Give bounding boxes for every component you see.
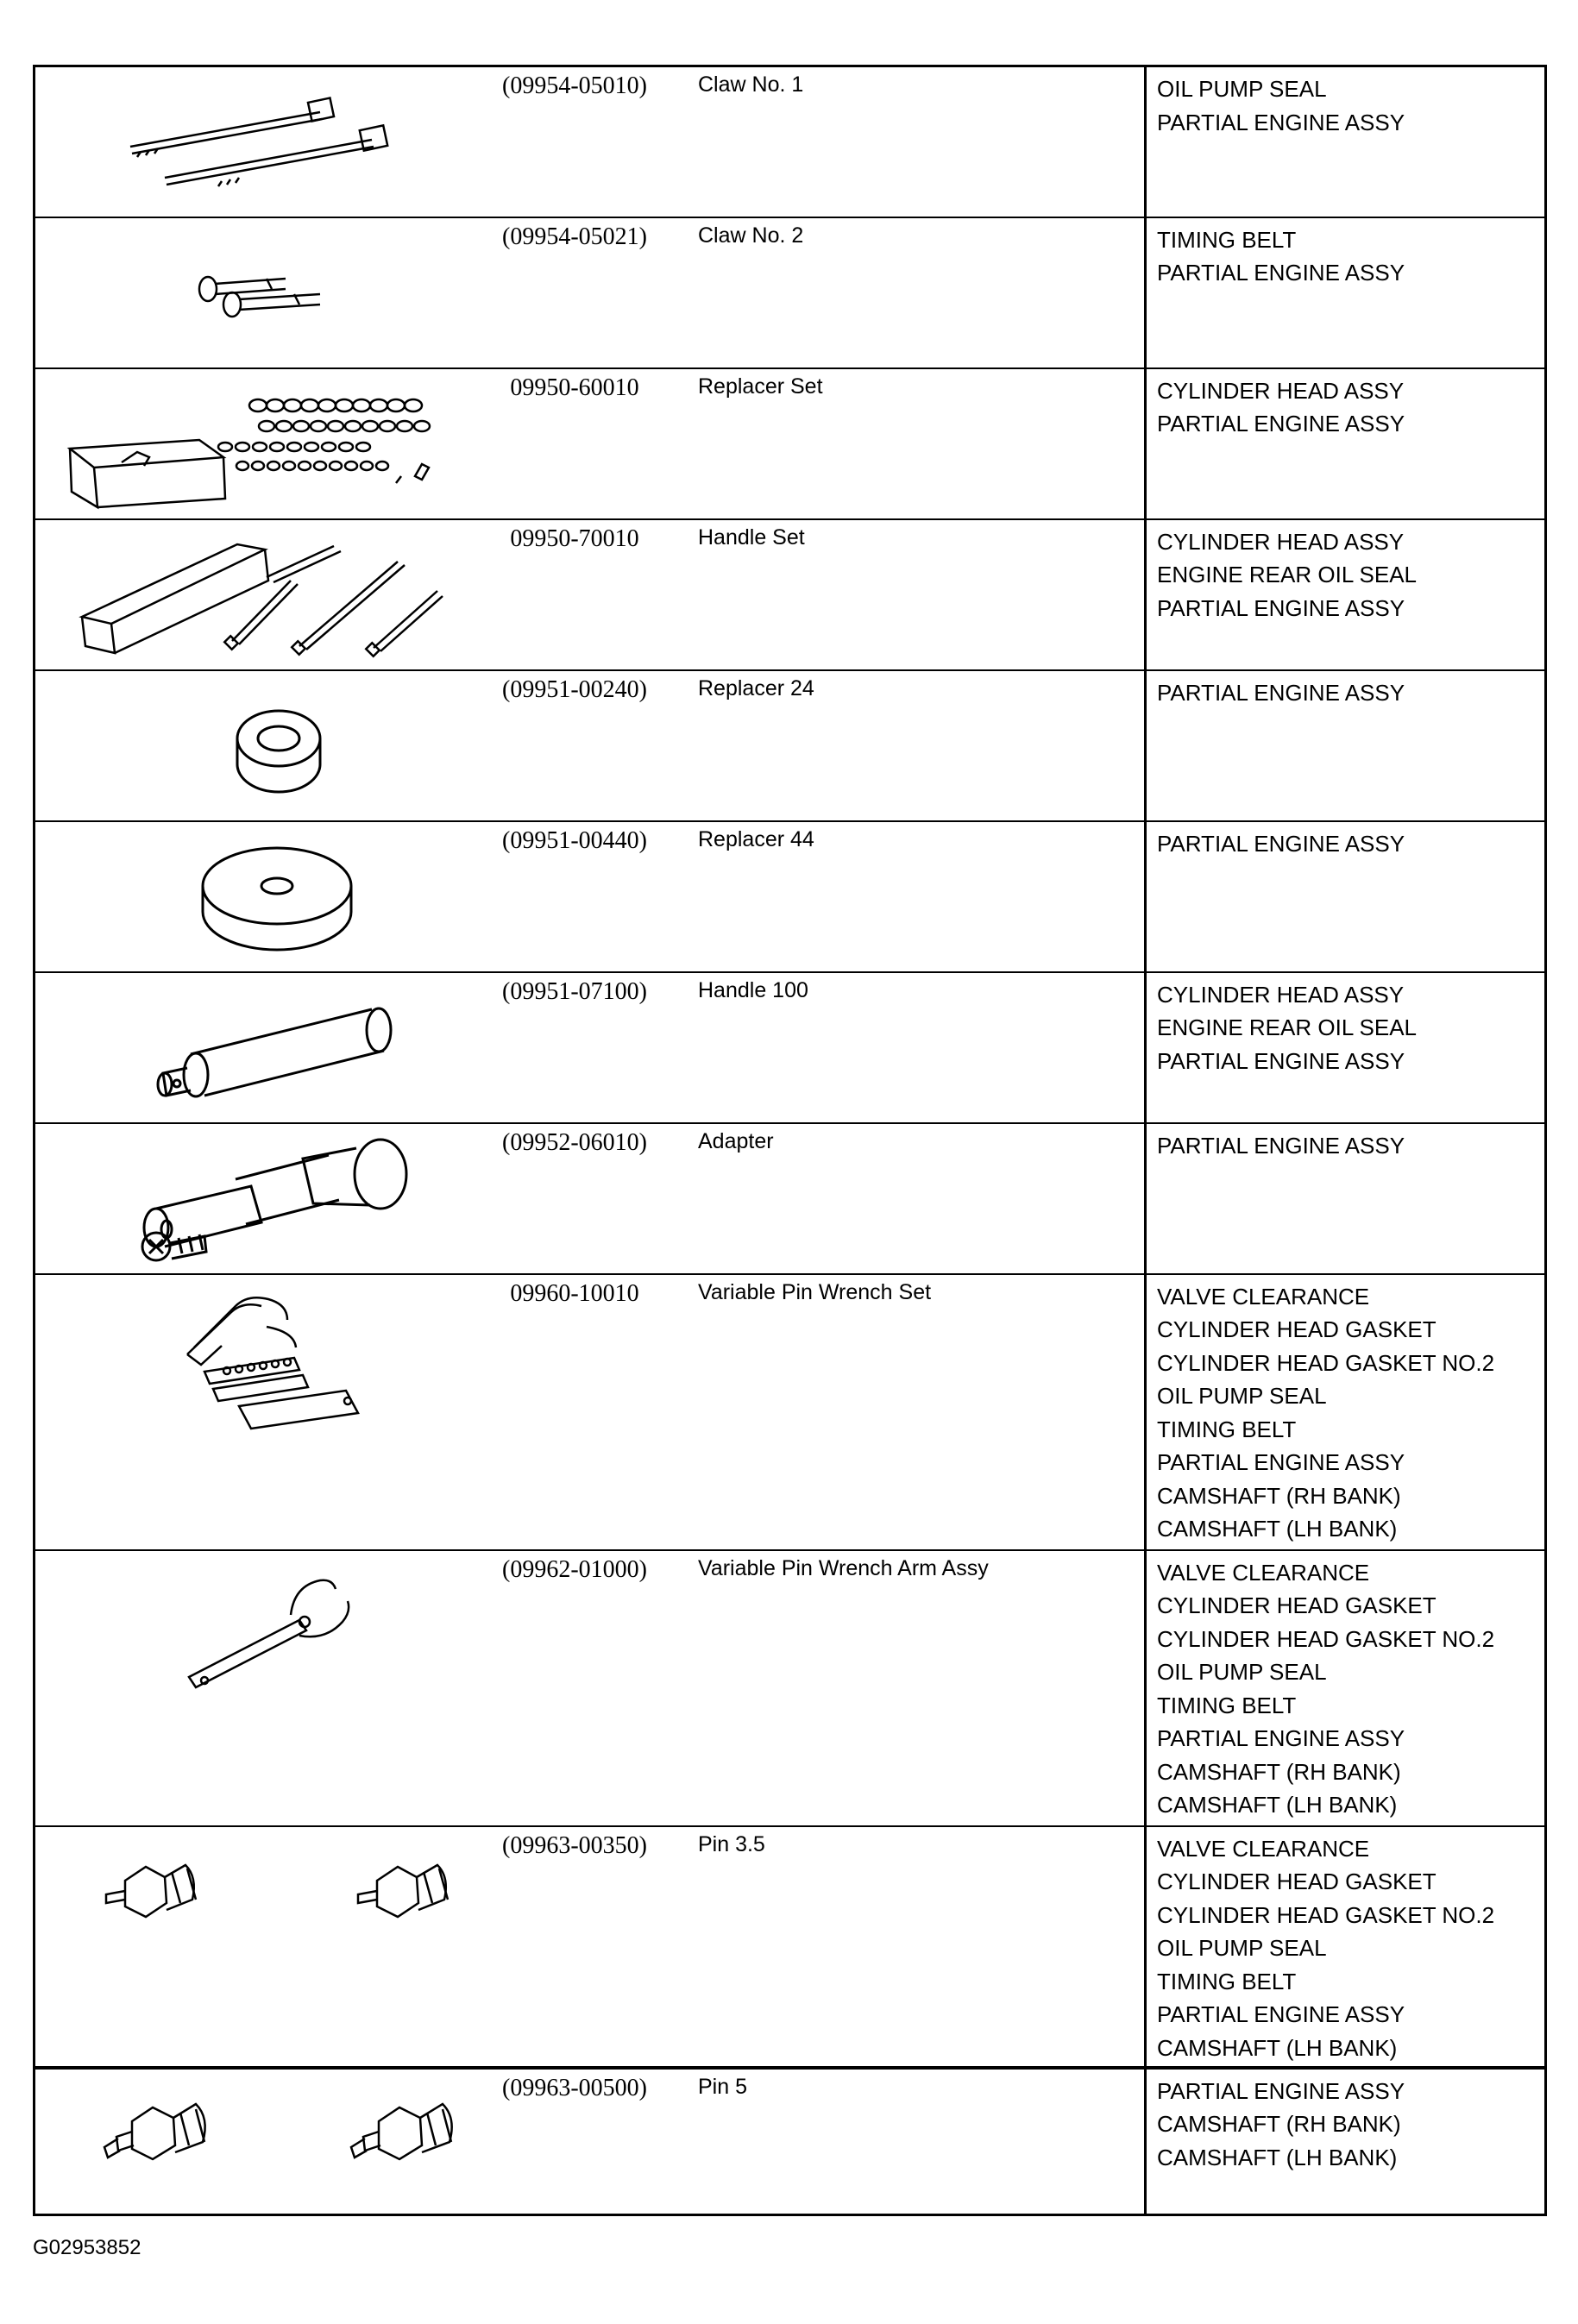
tool-cell (35, 1274, 1144, 1550)
use-item: CAMSHAFT (LH BANK) (1157, 2144, 1398, 2170)
uses-cell (1146, 1826, 1546, 2068)
part-number: 09950-70010 (510, 524, 639, 552)
use-item: PARTIAL ENGINE ASSY (1157, 1725, 1405, 1751)
special-service-tools-table (33, 65, 1547, 2216)
tool-name: Pin 5 (698, 2074, 747, 2099)
table-row (35, 1123, 1546, 1274)
variable-pin-wrench-arm-assy-illustration (35, 1551, 450, 1724)
claw-no-1-illustration (35, 67, 450, 216)
replacer-44-illustration (35, 822, 450, 970)
tool-name: Pin 3.5 (698, 1831, 765, 1856)
use-item: CAMSHAFT (RH BANK) (1157, 1482, 1401, 1509)
part-number: 09960-10010 (510, 1279, 639, 1307)
uses-cell (1146, 2068, 1546, 2215)
tool-name: Claw No. 2 (698, 223, 804, 248)
use-item: CYLINDER HEAD ASSY (1157, 377, 1405, 404)
variable-pin-wrench-set-illustration (35, 1275, 450, 1448)
use-item: CYLINDER HEAD GASKET NO.2 (1157, 1901, 1495, 1928)
uses-cell (1146, 821, 1546, 972)
table-row (35, 2068, 1546, 2215)
part-number: (09952-06010) (502, 1128, 647, 1156)
tool-name: Handle 100 (698, 977, 808, 1002)
use-item: CYLINDER HEAD ASSY (1157, 528, 1405, 555)
tool-name: Handle Set (698, 524, 805, 550)
table-row (35, 972, 1546, 1123)
tool-name: Variable Pin Wrench Arm Assy (698, 1555, 989, 1580)
part-number: (09951-00440) (502, 826, 647, 854)
part-number: (09954-05010) (502, 72, 647, 99)
part-number: (09962-01000) (502, 1555, 647, 1583)
use-item: CYLINDER HEAD ASSY (1157, 981, 1405, 1008)
use-item: ENGINE REAR OIL SEAL (1157, 562, 1418, 587)
use-item: CYLINDER HEAD GASKET (1157, 1316, 1437, 1342)
tool-name: Adapter (698, 1128, 774, 1153)
table-row (35, 66, 1546, 217)
use-item: CAMSHAFT (RH BANK) (1157, 2111, 1401, 2137)
part-number: 09950-60010 (510, 374, 639, 401)
use-item: PARTIAL ENGINE ASSY (1157, 2001, 1405, 2027)
table-row (35, 1550, 1546, 1826)
table-row (35, 1826, 1546, 2068)
part-number: (09951-07100) (502, 977, 647, 1005)
use-item: CYLINDER HEAD GASKET NO.2 (1157, 1349, 1495, 1376)
use-item: ENGINE REAR OIL SEAL (1157, 1014, 1418, 1040)
use-item: PARTIAL ENGINE ASSY (1157, 830, 1405, 857)
use-item: PARTIAL ENGINE ASSY (1157, 260, 1405, 286)
claw-no-2-illustration (35, 218, 450, 367)
use-item: CAMSHAFT (LH BANK) (1157, 1516, 1398, 1542)
part-number: (09963-00500) (502, 2074, 647, 2101)
handle-set-illustration (35, 520, 467, 669)
uses-cell (1146, 972, 1546, 1123)
table-row (35, 519, 1546, 670)
tool-name: Replacer 44 (698, 826, 814, 851)
tool-cell (35, 1123, 1144, 1274)
use-item: PARTIAL ENGINE ASSY (1157, 2077, 1405, 2104)
table-row (35, 217, 1546, 368)
uses-cell (1146, 1550, 1546, 1826)
use-item: OIL PUMP SEAL (1157, 76, 1327, 102)
pin-5-illustration (35, 2070, 484, 2208)
use-item: PARTIAL ENGINE ASSY (1157, 411, 1405, 437)
table-row (35, 821, 1546, 972)
uses-cell (1146, 368, 1546, 519)
use-item: CYLINDER HEAD GASKET (1157, 1592, 1437, 1618)
tool-name: Replacer Set (698, 374, 823, 399)
use-item: PARTIAL ENGINE ASSY (1157, 1449, 1405, 1475)
use-item: OIL PUMP SEAL (1157, 1383, 1327, 1409)
part-number: (09951-00240) (502, 675, 647, 703)
use-item: PARTIAL ENGINE ASSY (1157, 594, 1405, 621)
use-item: VALVE CLEARANCE (1157, 1559, 1370, 1586)
use-item: PARTIAL ENGINE ASSY (1157, 109, 1405, 135)
handle-100-illustration (35, 973, 450, 1121)
figure-id-caption: G02953852 (33, 2236, 141, 2259)
tool-cell (35, 1826, 1144, 2068)
tool-cell (35, 217, 1144, 368)
tool-name: Variable Pin Wrench Set (698, 1279, 932, 1304)
adapter-illustration (35, 1124, 450, 1272)
tool-cell (35, 519, 1144, 670)
use-item: VALVE CLEARANCE (1157, 1283, 1370, 1310)
pin-3-5-illustration (35, 1827, 484, 1965)
uses-cell (1146, 670, 1546, 821)
part-number: (09963-00350) (502, 1831, 647, 1859)
use-item: CAMSHAFT (LH BANK) (1157, 1792, 1398, 1818)
table-row (35, 368, 1546, 519)
tool-cell (35, 670, 1144, 821)
tool-name: Claw No. 1 (698, 72, 804, 97)
use-item: CAMSHAFT (RH BANK) (1157, 1758, 1401, 1785)
use-item: PARTIAL ENGINE ASSY (1157, 1047, 1405, 1074)
use-item: CYLINDER HEAD GASKET NO.2 (1157, 1625, 1495, 1652)
part-number: (09954-05021) (502, 223, 647, 250)
use-item: TIMING BELT (1157, 1416, 1297, 1442)
tool-name: Replacer 24 (698, 675, 814, 700)
use-item: PARTIAL ENGINE ASSY (1157, 1132, 1405, 1159)
tool-cell (35, 1550, 1144, 1826)
replacer-24-illustration (35, 671, 450, 820)
use-item: CYLINDER HEAD GASKET (1157, 1869, 1437, 1894)
tool-cell (35, 821, 1144, 972)
tool-cell (35, 368, 1144, 519)
table-row (35, 1274, 1546, 1550)
use-item: CAMSHAFT (LH BANK) (1157, 2034, 1398, 2061)
use-item: PARTIAL ENGINE ASSY (1157, 679, 1405, 706)
use-item: OIL PUMP SEAL (1157, 1935, 1327, 1961)
use-item: TIMING BELT (1157, 1968, 1297, 1994)
use-item: TIMING BELT (1157, 226, 1297, 253)
tool-cell (35, 66, 1144, 217)
tool-cell (35, 972, 1144, 1123)
table-row (35, 670, 1546, 821)
use-item: TIMING BELT (1157, 1692, 1297, 1718)
uses-cell (1146, 519, 1546, 670)
use-item: VALVE CLEARANCE (1157, 1835, 1370, 1862)
uses-cell (1146, 1274, 1546, 1550)
uses-cell (1146, 217, 1546, 368)
uses-cell (1146, 66, 1546, 217)
use-item: OIL PUMP SEAL (1157, 1659, 1327, 1685)
replacer-set-illustration (35, 369, 467, 518)
uses-cell (1146, 1123, 1546, 1274)
tool-cell (35, 2068, 1144, 2215)
